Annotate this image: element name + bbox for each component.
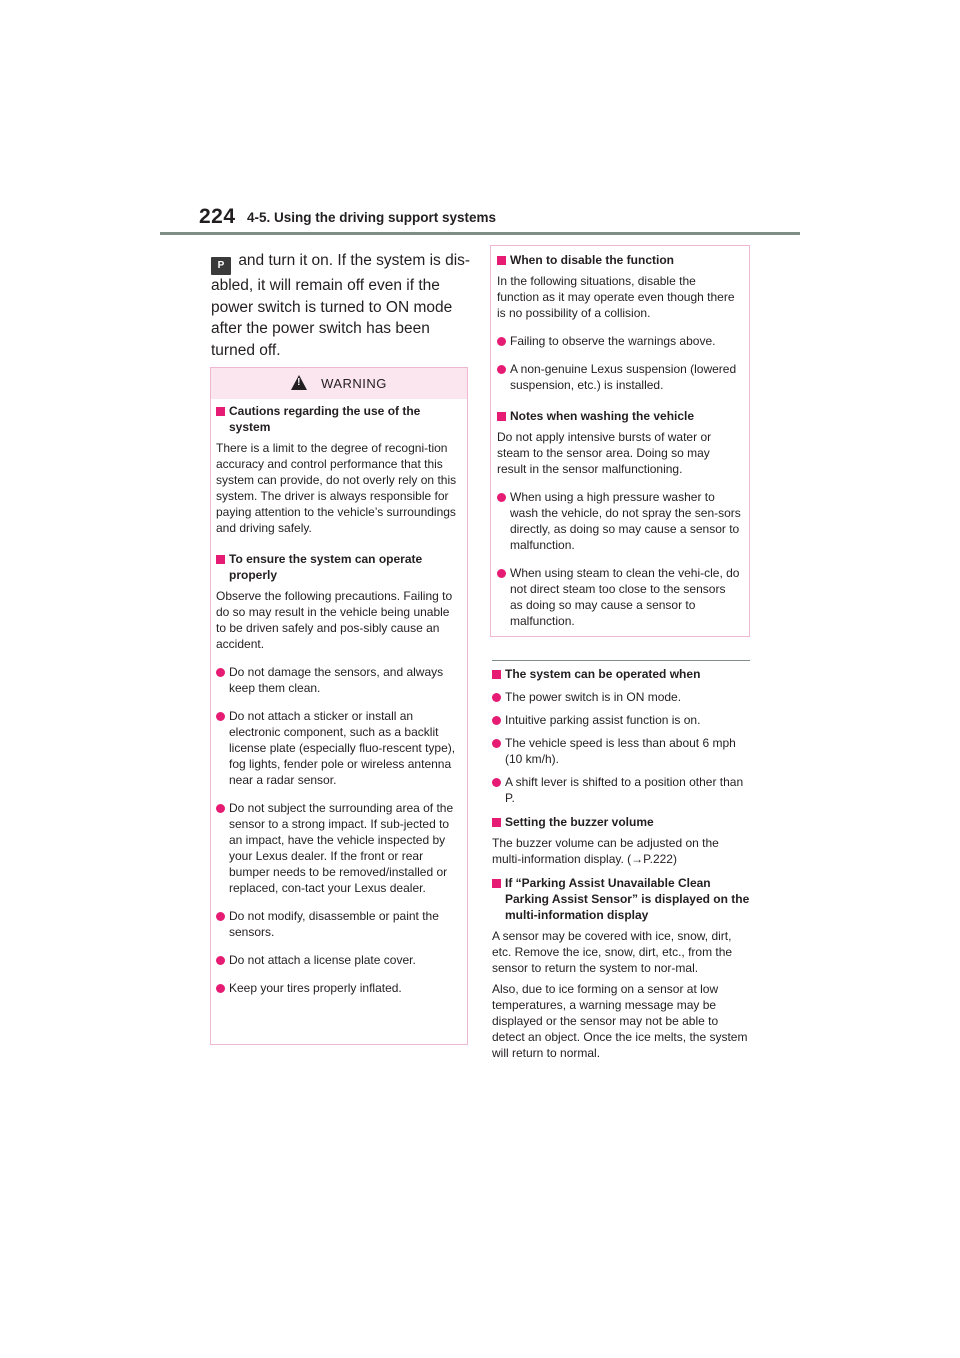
bullet-item: When using a high pressure washer to wash the vehicle, do not spray the sen-sors directly, as doing so may cause a sensor to malfunction. [497,489,741,553]
warning-triangle-icon [291,375,307,390]
intro-paragraph [211,250,473,361]
warning-bullet: Do not attach a license plate cover. [216,952,461,968]
intro-text: and turn it on. If the system is dis-abled, it will remain off even if the power switch is turned to ON mode after the power switch has been turned off. [211,252,471,359]
heading-buzzer-volume: Setting the buzzer volume [492,814,750,830]
warning-bullet: Do not subject the surrounding area of the sensor to a strong impact. If sub-jected to an impact, have the vehicle inspected by your Lexus dealer. If the front or rear bumper needs to be removed/installed or replaced, con-tact your Lexus dealer. [216,800,461,896]
parking-assist-icon: P [211,257,231,275]
heading-assist-unavailable: If “Parking Assist Unavailable Clean Parking Assist Sensor” is displayed on the multi-information display [492,875,750,923]
bullet-item: Failing to observe the warnings above. [497,333,741,349]
header-rule [160,232,800,235]
warning-box [210,367,468,1045]
warning-paragraph: There is a limit to the degree of recogni-tion accuracy and control performance that this system can provide, do not overly rely on this system. The driver is always responsible for paying attention to the vehicle’s surroundings and driving safely. [216,441,457,535]
warning-bullet: Keep your tires properly inflated. [216,980,461,996]
page-number: 224 [199,205,236,228]
bullet-item: A shift lever is shifted to a position other than P. [492,774,750,806]
warning-header [211,368,467,399]
paragraph: Do not apply intensive bursts of water or steam to the sensor area. Doing so may result in the sensor malfunctioning. [497,430,712,476]
warning-bullet: Do not attach a sticker or install an electronic component, such as a backlit license plate (especially fluo-rescent type), fog lights, fender pole or wireless antenna near a radar sensor. [216,708,461,788]
disable-notes-box [490,245,750,637]
bullet-item: Intuitive parking assist function is on. [492,712,750,728]
warning-heading-operate: To ensure the system can operate properly [216,551,461,583]
warning-title: WARNING [321,376,387,391]
warning-paragraph: Observe the following precautions. Failing to do so may result in the vehicle being unable to be driven safely and pos-sibly cause an accident. [216,589,453,651]
paragraph: The buzzer volume can be adjusted on the multi-information display. (→P.222) [492,836,719,866]
warning-heading-cautions: Cautions regarding the use of the system [216,403,461,435]
operation-notes [492,660,750,1061]
paragraph: In the following situations, disable the function as it may operate even though there is no possibility of a collision. [497,274,735,320]
paragraph: A sensor may be covered with ice, snow, dirt, etc. Remove the ice, snow, dirt, etc., from the sensor to return the system to nor-mal. [492,929,733,975]
paragraph: Also, due to ice forming on a sensor at low temperatures, a warning message may be displayed or the sensor may not be able to detect an object. Once the ice melts, the system will return to normal. [492,982,748,1060]
bullet-item: When using steam to clean the vehi-cle, do not direct steam too close to the sensors as doing so may cause a sensor to malfunction. [497,565,741,629]
section-title: 4-5. Using the driving support systems [247,210,497,225]
bullet-item: The vehicle speed is less than about 6 mph (10 km/h). [492,735,750,767]
heading-washing: Notes when washing the vehicle [497,408,741,424]
bullet-item: A non-genuine Lexus suspension (lowered suspension, etc.) is installed. [497,361,741,393]
heading-operated-when: The system can be operated when [492,666,750,682]
warning-bullet: Do not damage the sensors, and always keep them clean. [216,664,461,696]
heading-when-to-disable: When to disable the function [497,252,741,268]
warning-bullet: Do not modify, disassemble or paint the sensors. [216,908,461,940]
bullet-item: The power switch is in ON mode. [492,689,750,705]
